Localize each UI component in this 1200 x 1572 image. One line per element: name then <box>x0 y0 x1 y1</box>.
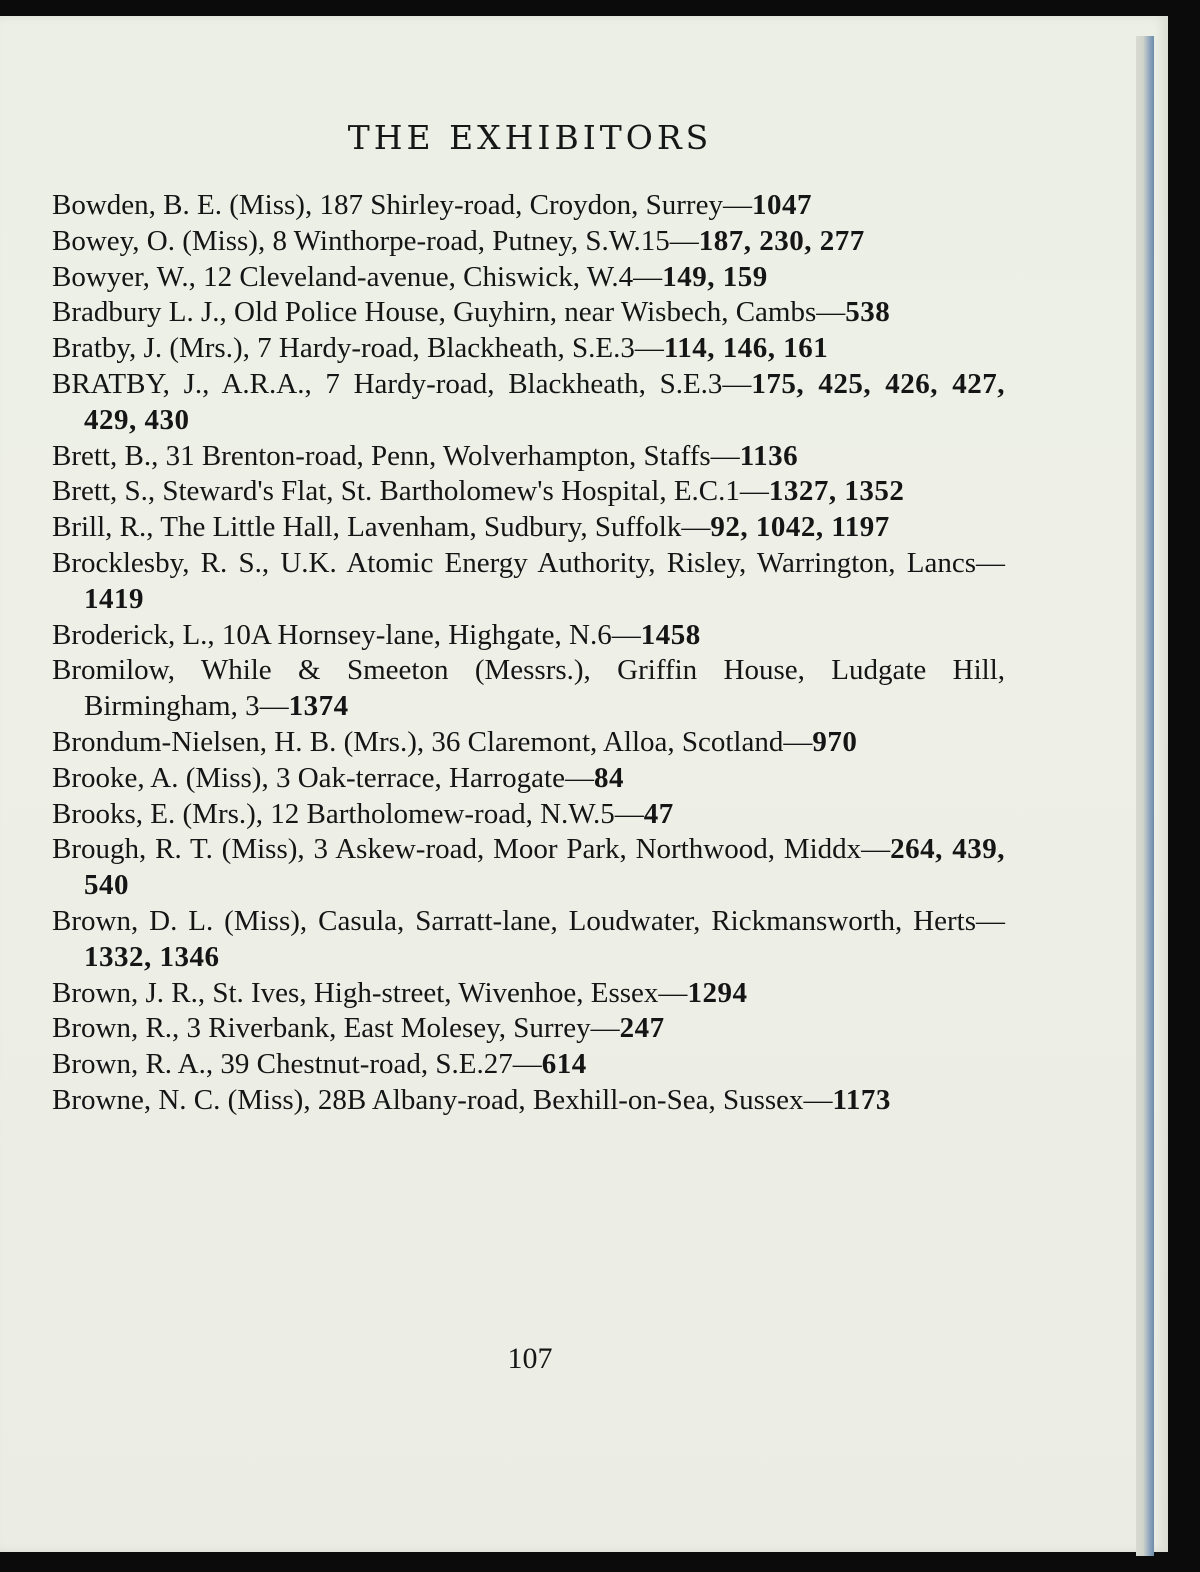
entry-numbers: 1047 <box>751 189 812 221</box>
entry-address: Brill, R., The Little Hall, Lavenham, Sudbury, Suffolk— <box>52 511 711 544</box>
running-head: THE EXHIBITORS <box>347 118 713 157</box>
page-number: 107 <box>507 1342 553 1375</box>
list-item <box>52 725 1005 761</box>
list-item <box>52 904 1005 976</box>
entry-numbers: 1136 <box>739 439 799 472</box>
entry-numbers: 84 <box>593 761 624 794</box>
list-item <box>52 188 1005 224</box>
entry-address: Brocklesby, R. S., U.K. Atomic Energy Authority, Risley, Warrington, Lancs— <box>52 546 1005 579</box>
entry-numbers: 92, 1042, 1197 <box>710 511 890 544</box>
list-item <box>52 260 1005 296</box>
entry-numbers: 1173 <box>832 1083 891 1116</box>
entry-address: Bowden, B. E. (Miss), 187 Shirley-road, Croydon, Surrey— <box>52 189 752 221</box>
list-item <box>52 474 1005 510</box>
entry-address: Brett, B., 31 Brenton-road, Penn, Wolverhampton, Staffs— <box>52 439 740 472</box>
entry-numbers: 970 <box>812 725 858 758</box>
list-item <box>52 797 1005 833</box>
entry-numbers: 264, 439, 540 <box>84 833 1006 902</box>
list-item <box>52 439 1005 475</box>
entry-numbers: 47 <box>643 797 674 830</box>
list-item <box>52 1083 1005 1119</box>
entry-address: Bradbury L. J., Old Police House, Guyhirn, near Wisbech, Cambs— <box>52 296 846 329</box>
entry-numbers: 187, 230, 277 <box>698 224 865 257</box>
entry-address: Broderick, L., 10A Hornsey-lane, Highgate, N.6— <box>52 618 641 651</box>
page-edge <box>1136 36 1154 1556</box>
list-item <box>52 653 1005 725</box>
list-item <box>52 546 1005 618</box>
entry-address: Brough, R. T. (Miss), 3 Askew-road, Moor Park, Northwood, Middx— <box>52 833 891 866</box>
entry-address: Brown, D. L. (Miss), Casula, Sarratt-lane, Loudwater, Rickmansworth, Herts— <box>52 904 1005 937</box>
entry-address: Brooke, A. (Miss), 3 Oak-terrace, Harrogate— <box>52 761 594 794</box>
list-item <box>52 367 1005 439</box>
list-item <box>52 224 1005 260</box>
entry-numbers: 114, 146, 161 <box>663 332 829 365</box>
entry-numbers: 1327, 1352 <box>768 475 905 508</box>
list-item <box>52 1011 1005 1047</box>
list-item <box>52 510 1005 546</box>
entry-numbers: 1458 <box>640 618 701 651</box>
entry-numbers: 614 <box>541 1048 587 1081</box>
entry-address: Brown, R., 3 Riverbank, East Molesey, Surrey— <box>52 1012 620 1045</box>
entry-address: Bratby, J. (Mrs.), 7 Hardy-road, Blackheath, S.E.3— <box>52 332 664 365</box>
entry-numbers: 149, 159 <box>662 260 768 293</box>
entry-address: Brown, R. A., 39 Chestnut-road, S.E.27— <box>52 1048 542 1081</box>
entry-address: BRATBY, J., A.R.A., 7 Hardy-road, Blackheath, S.E.3— <box>52 367 752 400</box>
entry-address: Brondum-Nielsen, H. B. (Mrs.), 36 Claremont, Alloa, Scotland— <box>52 725 813 758</box>
entry-address: Bowyer, W., 12 Cleveland-avenue, Chiswick, W.4— <box>52 260 663 293</box>
entry-numbers: 247 <box>619 1012 665 1045</box>
entry-numbers: 1374 <box>288 690 349 723</box>
entry-address: Browne, N. C. (Miss), 28B Albany-road, Bexhill-on-Sea, Sussex— <box>52 1083 833 1116</box>
entry-address: Bromilow, While & Smeeton (Messrs.), Griffin House, Ludgate Hill, Birmingham, 3— <box>52 654 1005 723</box>
list-item <box>52 295 1005 331</box>
exhibitor-list <box>52 188 1005 1119</box>
entry-address: Brown, J. R., St. Ives, High-street, Wivenhoe, Essex— <box>52 976 688 1009</box>
entry-numbers: 538 <box>845 296 891 329</box>
list-item <box>52 976 1005 1012</box>
entry-numbers: 1294 <box>687 976 748 1009</box>
list-item <box>52 618 1005 654</box>
list-item <box>52 1047 1005 1083</box>
entry-numbers: 175, 425, 426, 427, 429, 430 <box>84 367 1005 436</box>
list-item <box>52 761 1005 797</box>
list-item <box>52 832 1005 904</box>
book-page <box>0 16 1168 1552</box>
entry-numbers: 1419 <box>84 582 144 615</box>
list-item <box>52 331 1005 367</box>
entry-address: Brooks, E. (Mrs.), 12 Bartholomew-road, N.W.5— <box>52 797 644 830</box>
entry-address: Bowey, O. (Miss), 8 Winthorpe-road, Putney, S.W.15— <box>52 224 699 257</box>
entry-address: Brett, S., Steward's Flat, St. Bartholomew's Hospital, E.C.1— <box>52 475 769 508</box>
entry-numbers: 1332, 1346 <box>84 940 220 973</box>
